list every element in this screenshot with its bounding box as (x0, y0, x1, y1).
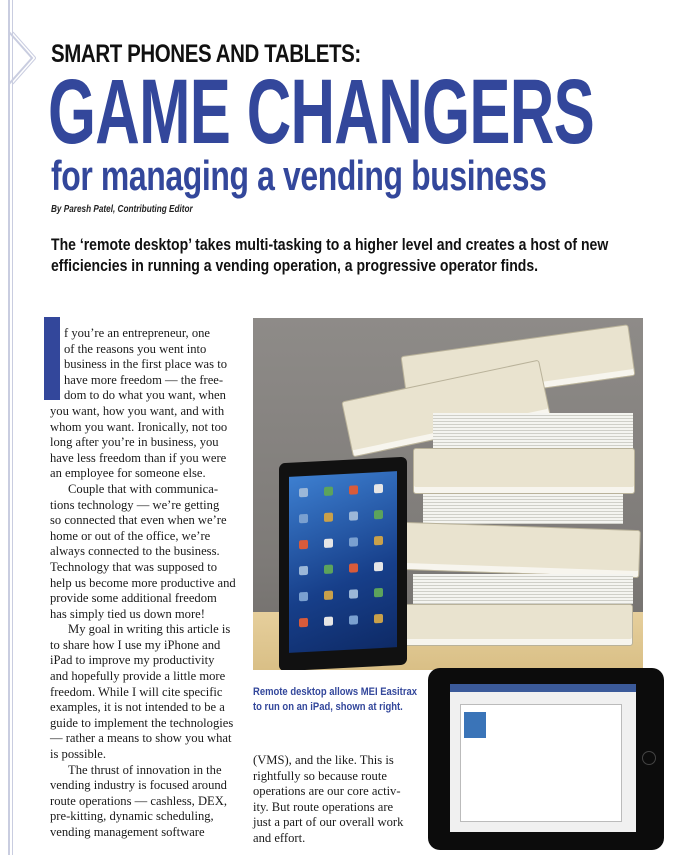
body-line: (VMS), and the like. This is (253, 753, 394, 767)
body-line: to share how I use my iPhone and (50, 637, 221, 652)
photo-binders-ipad (253, 318, 643, 670)
app-icon (324, 617, 333, 626)
body-line: freedom. While I will cite specific (50, 684, 223, 699)
body-line: guide to implement the technologies (50, 715, 234, 730)
body-line: dom to do what you want, when (64, 388, 226, 403)
caption-line: to run on an iPad, shown at right. (253, 701, 403, 713)
body-line: so connected that even when we’re (50, 513, 227, 528)
ipad-remote-desktop-photo (428, 668, 664, 850)
ipad-photo (279, 457, 407, 670)
body-line: has simply tied us down more! (50, 606, 205, 621)
body-line: have less freedom than if you were (50, 450, 227, 465)
body-line: f you’re an entrepreneur, one (64, 326, 210, 340)
app-icon (374, 562, 383, 571)
body-column-2 (253, 753, 403, 847)
body-line: ity. But route operations are (253, 799, 394, 814)
app-icon (299, 618, 308, 627)
body-line: vending management software (50, 825, 205, 839)
app-icon (374, 614, 383, 623)
home-button-icon (642, 751, 656, 765)
app-icon (299, 566, 308, 575)
body-line: business in the first place was to (64, 357, 227, 372)
body-line: vending industry is focused around (50, 778, 227, 793)
body-column-1 (50, 326, 236, 841)
deck-line: efficiencies in running a vending operation, a progressive operator finds. (51, 257, 539, 275)
app-icon (324, 591, 333, 600)
app-icon (374, 510, 383, 519)
caption-line: Remote desktop allows MEI Easitrax (253, 686, 418, 698)
app-icon (349, 615, 358, 624)
deck (51, 235, 608, 277)
body-line: and effort. (253, 830, 306, 845)
body-line: you want, how you want, and with (50, 403, 225, 418)
app-icon (349, 589, 358, 598)
app-icon (299, 592, 308, 601)
app-icon (299, 540, 308, 549)
body-line: Technology that was supposed to (50, 559, 218, 574)
body-line: pre-kitting, dynamic scheduling, (50, 809, 214, 824)
app-icon (349, 511, 358, 520)
body-line: iPad to improve my productivity (50, 653, 215, 668)
photo-caption (253, 685, 417, 715)
chevron-ornament-icon (6, 30, 36, 90)
app-icon (324, 565, 333, 574)
app-icon (324, 539, 333, 548)
body-line: always connected to the business. (50, 544, 220, 559)
page-border (8, 0, 10, 855)
body-line: an employee for someone else. (50, 466, 206, 481)
body-line: — rather a means to show you what (50, 731, 232, 746)
deck-line: The ‘remote desktop’ takes multi-tasking to a higher level and creates a host of new (51, 236, 609, 254)
body-line: of the reasons you went into (64, 341, 207, 356)
byline: By Paresh Patel, Contributing Editor (51, 204, 193, 215)
page-border-inner (12, 0, 13, 855)
body-line: and hopefully provide a little more (50, 669, 226, 684)
body-line: rightfully so because route (253, 768, 387, 783)
body-line: whom you want. Ironically, not too (50, 419, 228, 434)
body-line: tions technology — we’re getting (50, 497, 220, 512)
kicker: SMART PHONES AND TABLETS: (51, 40, 361, 68)
body-line: long after you’re in business, you (50, 435, 219, 450)
body-line: Couple that with communica- (68, 481, 219, 496)
app-icon (349, 485, 358, 494)
body-line: The thrust of innovation in the (68, 762, 222, 777)
body-line: have more freedom — the free- (64, 372, 224, 387)
app-icon (299, 488, 308, 497)
app-icon (299, 514, 308, 523)
app-icon (324, 487, 333, 496)
body-line: provide some additional freedom (50, 591, 217, 606)
body-line: is possible. (50, 747, 106, 762)
body-line: help us become more productive and (50, 575, 236, 590)
subheadline: for managing a vending business (51, 152, 547, 199)
app-icon (324, 513, 333, 522)
body-line: just a part of our overall work (253, 815, 404, 830)
body-line: route operations — cashless, DEX, (50, 793, 227, 808)
body-line: examples, it is not intended to be a (50, 700, 225, 715)
app-icon (374, 536, 383, 545)
app-icon (374, 588, 383, 597)
app-icon (349, 537, 358, 546)
body-line: operations are our core activ- (253, 784, 401, 799)
headline: GAME CHANGERS (48, 61, 595, 163)
app-icon (374, 484, 383, 493)
body-line: home or out of the office, we’re (50, 528, 211, 543)
body-line: My goal in writing this article is (68, 622, 231, 637)
app-icon (349, 563, 358, 572)
